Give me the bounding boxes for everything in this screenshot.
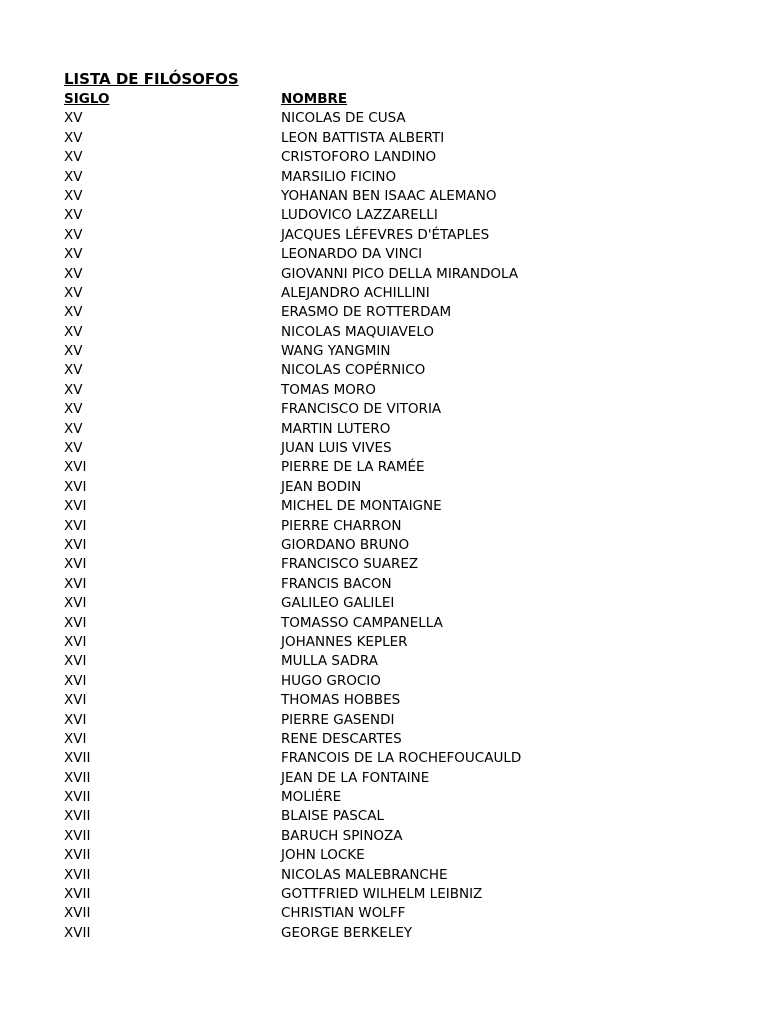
nombre-cell: PIERRE CHARRON (281, 517, 402, 534)
table-row (64, 187, 724, 206)
nombre-cell: CRISTOFORO LANDINO (281, 149, 437, 166)
nombre-cell: PIERRE GASENDI (281, 711, 395, 728)
nombre-cell: LUDOVICO LAZZARELLI (281, 207, 438, 224)
table-row (64, 827, 724, 846)
header-nombre-label: NOMBRE (281, 91, 348, 107)
nombre-cell: MICHEL DE MONTAIGNE (281, 498, 442, 515)
nombre-cell: ALEJANDRO ACHILLINI (281, 284, 430, 301)
table-row (64, 614, 724, 633)
siglo-cell: XVII (64, 905, 91, 922)
nombre-cell: JACQUES LÉFEVRES D'ÉTAPLES (281, 226, 490, 243)
table-row (64, 904, 724, 923)
siglo-cell: XVII (64, 789, 91, 806)
siglo-cell: XVI (64, 614, 87, 631)
nombre-cell: JEAN DE LA FONTAINE (281, 769, 430, 786)
nombre-cell: CHRISTIAN WOLFF (281, 905, 406, 922)
siglo-cell: XV (64, 187, 83, 204)
table-row (64, 478, 724, 497)
table-row (64, 924, 724, 943)
nombre-cell: THOMAS HOBBES (281, 692, 401, 709)
table-row (64, 129, 724, 148)
table-row (64, 633, 724, 652)
table-row (64, 885, 724, 904)
table-row (64, 846, 724, 865)
table-row (64, 691, 724, 710)
siglo-cell: XVI (64, 692, 87, 709)
nombre-cell: NICOLAS COPÉRNICO (281, 362, 426, 379)
nombre-cell: LEON BATTISTA ALBERTI (281, 129, 445, 146)
siglo-cell: XVI (64, 633, 87, 650)
siglo-cell: XV (64, 110, 83, 127)
table-row (64, 807, 724, 826)
siglo-cell: XVII (64, 866, 91, 883)
siglo-cell: XVII (64, 886, 91, 903)
nombre-cell: WANG YANGMIN (281, 343, 391, 360)
nombre-cell: LEONARDO DA VINCI (281, 246, 423, 263)
document-title: LISTA DE FILÓSOFOS (64, 70, 239, 88)
nombre-cell: JUAN LUIS VIVES (281, 440, 392, 457)
siglo-cell: XV (64, 362, 83, 379)
nombre-cell: ERASMO DE ROTTERDAM (281, 304, 452, 321)
nombre-cell: MARTIN LUTERO (281, 420, 391, 437)
table-row (64, 866, 724, 885)
siglo-cell: XVII (64, 827, 91, 844)
header-siglo-label: SIGLO (64, 91, 110, 107)
table-row (64, 536, 724, 555)
table-row (64, 226, 724, 245)
siglo-cell: XVII (64, 769, 91, 786)
table-row (64, 769, 724, 788)
siglo-cell: XV (64, 284, 83, 301)
siglo-cell: XV (64, 149, 83, 166)
table-row (64, 168, 724, 187)
nombre-cell: GIOVANNI PICO DELLA MIRANDOLA (281, 265, 519, 282)
table-row (64, 439, 724, 458)
siglo-cell: XV (64, 343, 83, 360)
siglo-cell: XV (64, 129, 83, 146)
table-row (64, 323, 724, 342)
table-row (64, 284, 724, 303)
table-row (64, 206, 724, 225)
header-nombre (281, 90, 724, 109)
siglo-cell: XVII (64, 750, 91, 767)
table-row (64, 303, 724, 322)
siglo-cell: XVII (64, 924, 91, 941)
nombre-cell: YOHANAN BEN ISAAC ALEMANO (281, 187, 497, 204)
table-header (64, 90, 724, 109)
table-row (64, 245, 724, 264)
siglo-cell: XVI (64, 730, 87, 747)
siglo-cell: XVII (64, 847, 91, 864)
siglo-cell: XVII (64, 808, 91, 825)
document (64, 68, 724, 943)
nombre-cell: FRANCISCO SUAREZ (281, 556, 419, 573)
nombre-cell: JOHANNES KEPLER (281, 633, 408, 650)
philosopher-list (64, 109, 724, 943)
nombre-cell: GOTTFRIED WILHELM LEIBNIZ (281, 886, 483, 903)
table-row (64, 342, 724, 361)
table-row (64, 400, 724, 419)
table-row (64, 458, 724, 477)
nombre-cell: BARUCH SPINOZA (281, 827, 403, 844)
table-row (64, 575, 724, 594)
nombre-cell: FRANCIS BACON (281, 575, 392, 592)
siglo-cell: XV (64, 420, 83, 437)
table-row (64, 361, 724, 380)
nombre-cell: TOMASSO CAMPANELLA (281, 614, 443, 631)
table-row (64, 594, 724, 613)
table-row (64, 555, 724, 574)
siglo-cell: XVI (64, 711, 87, 728)
nombre-cell: PIERRE DE LA RAMÉE (281, 459, 425, 476)
nombre-cell: JEAN BODIN (281, 478, 362, 495)
nombre-cell: NICOLAS DE CUSA (281, 110, 406, 127)
nombre-cell: HUGO GROCIO (281, 672, 381, 689)
siglo-cell: XVI (64, 672, 87, 689)
siglo-cell: XVI (64, 459, 87, 476)
table-row (64, 788, 724, 807)
table-row (64, 497, 724, 516)
table-row (64, 711, 724, 730)
nombre-cell: FRANCISCO DE VITORIA (281, 401, 442, 418)
nombre-cell: RENE DESCARTES (281, 730, 402, 747)
siglo-cell: XV (64, 246, 83, 263)
siglo-cell: XVI (64, 575, 87, 592)
nombre-cell: GEORGE BERKELEY (281, 924, 413, 941)
nombre-cell: JOHN LOCKE (281, 847, 365, 864)
table-row (64, 652, 724, 671)
table-row (64, 749, 724, 768)
siglo-cell: XV (64, 304, 83, 321)
table-row (64, 420, 724, 439)
siglo-cell: XV (64, 381, 83, 398)
table-row (64, 148, 724, 167)
nombre-cell: FRANCOIS DE LA ROCHEFOUCAULD (281, 750, 522, 767)
nombre-cell: GIORDANO BRUNO (281, 536, 410, 553)
siglo-cell: XV (64, 226, 83, 243)
siglo-cell: XVI (64, 556, 87, 573)
siglo-cell: XV (64, 401, 83, 418)
nombre-cell: GALILEO GALILEI (281, 595, 395, 612)
siglo-cell: XVI (64, 595, 87, 612)
nombre-cell: TOMAS MORO (281, 381, 376, 398)
siglo-cell: XV (64, 168, 83, 185)
table-row (64, 265, 724, 284)
table-row (64, 672, 724, 691)
nombre-cell: MOLIÉRE (281, 789, 342, 806)
nombre-cell: MULLA SADRA (281, 653, 378, 670)
table-row (64, 109, 724, 128)
siglo-cell: XVI (64, 517, 87, 534)
siglo-cell: XV (64, 323, 83, 340)
table-row (64, 381, 724, 400)
siglo-cell: XVI (64, 478, 87, 495)
nombre-cell: BLAISE PASCAL (281, 808, 384, 825)
siglo-cell: XV (64, 207, 83, 224)
siglo-cell: XV (64, 440, 83, 457)
siglo-cell: XV (64, 265, 83, 282)
header-siglo (64, 90, 281, 109)
table-row (64, 517, 724, 536)
siglo-cell: XVI (64, 536, 87, 553)
siglo-cell: XVI (64, 653, 87, 670)
siglo-cell: XVI (64, 498, 87, 515)
table-row (64, 730, 724, 749)
nombre-cell: MARSILIO FICINO (281, 168, 397, 185)
nombre-cell: NICOLAS MAQUIAVELO (281, 323, 434, 340)
nombre-cell: NICOLAS MALEBRANCHE (281, 866, 448, 883)
